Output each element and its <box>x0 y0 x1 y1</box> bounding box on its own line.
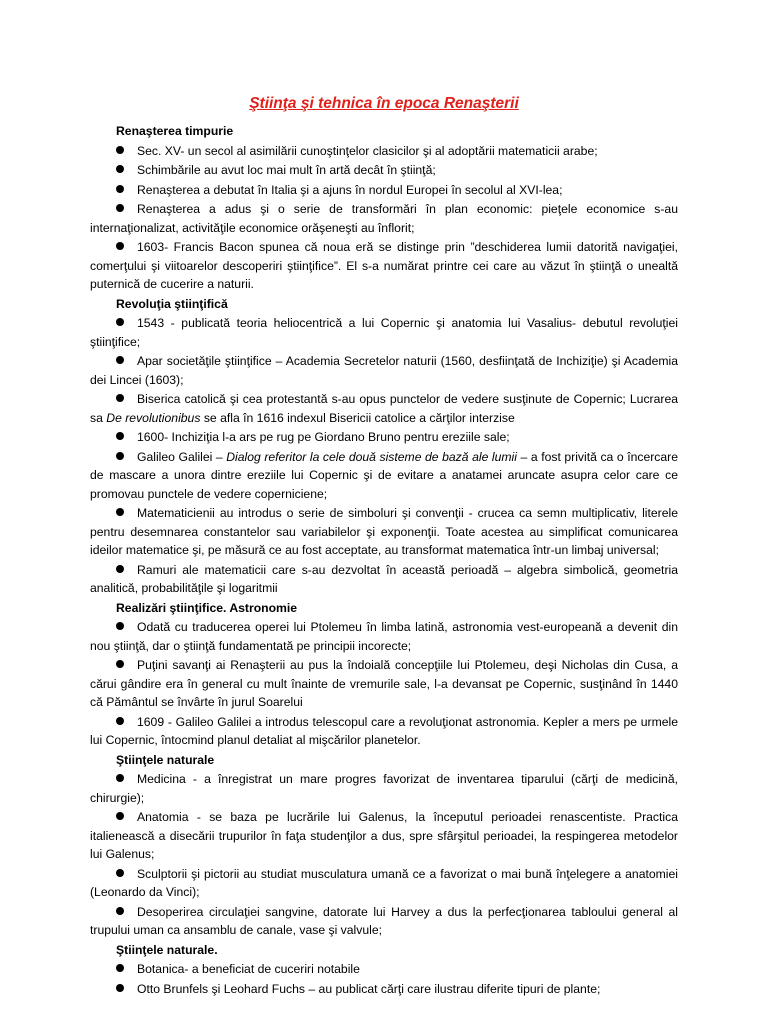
bullet-icon <box>116 165 124 173</box>
bullet-icon <box>116 812 124 820</box>
bullet-icon <box>116 432 124 440</box>
bullet-item <box>90 142 678 161</box>
bullet-item <box>90 808 678 864</box>
bullet-text: Biserica catolică şi cea protestantă s-au opus punctelor de vedere susţinute de Copernic; Lucrarea sa <box>90 392 678 425</box>
section-heading: Renaşterea timpurie <box>116 124 234 138</box>
bullet-icon <box>116 452 124 460</box>
bullet-text: 1609 - Galileo Galilei a introdus telescopul care a revoluţionat astronomia. Kepler a mers pe urmele lui Copernic, întocmind planul detaliat al mişcărilor planetelor. <box>90 714 678 747</box>
bullet-text: Schimbările au avut loc mai mult în artă decât în ştiinţă; <box>137 163 436 177</box>
bullet-text: Renaşterea a adus şi o serie de transformări în plan economic: pieţele economice s-au internaţionalizat, activităţile economice orăşeneşti au înflorit; <box>90 202 678 235</box>
bullet-text: Sec. XV- un secol al asimilării cunoştinţelor clasicilor şi al adoptării matematicii arabe; <box>137 143 598 158</box>
bullet-item <box>90 352 678 389</box>
bullet-icon <box>116 869 124 877</box>
bullet-icon <box>116 318 124 326</box>
bullet-text: Sculptorii şi pictorii au studiat musculatura umană ce a favorizat o mai bună înţelegere a anatomiei (Leonardo da Vinci); <box>90 866 678 899</box>
bullet-icon <box>116 984 124 992</box>
bullet-icon <box>116 774 124 782</box>
bullet-text: 1543 - publicată teoria heliocentrică a lui Copernic şi anatomia lui Vasalius- debutul revoluţiei ştiinţifice; <box>90 316 678 349</box>
bullet-icon <box>116 185 124 193</box>
book-title: Dialog referitor la cele două sisteme de bază ale lumii <box>226 449 517 464</box>
document-title: Ştiinţa şi tehnica în epoca Renaşterii <box>249 95 519 112</box>
bullet-icon <box>116 146 124 154</box>
section-heading: Ştiinţele naturale. <box>116 942 218 957</box>
bullet-icon <box>116 907 124 915</box>
bullet-item <box>90 238 678 294</box>
bullet-icon <box>116 242 124 250</box>
bullet-text: Medicina - a înregistrat un mare progres favorizat de inventarea tiparului (cărţi de medicină, chirurgie); <box>90 772 678 805</box>
book-title: De revolutionibus <box>106 410 201 425</box>
bullet-item <box>90 980 678 999</box>
section-heading: Ştiinţele naturale <box>116 752 215 767</box>
bullet-text: 1603- Francis Bacon spunea că noua eră se distinge prin ”deschiderea lumii datorită navigaţiei, comerţului şi viitoarelor descoperiri ştiinţifice”. El s-a numărat printre cei care au văzut în ştiinţă o unealtă puternică de cucerire a naturii. <box>90 240 678 291</box>
bullet-text: Apar societăţile ştiinţifice – Academia Secretelor naturii (1560, desfiinţată de Inchiziţie) şi Academia dei Lincei (1603); <box>90 354 678 387</box>
bullet-item <box>90 390 678 427</box>
bullet-item <box>90 656 678 712</box>
bullet-text: 1600- Inchiziţia l-a ars pe rug pe Giordano Bruno pentru ereziile sale; <box>137 430 510 444</box>
bullet-text: Galileo Galilei – <box>137 449 227 464</box>
bullet-item <box>90 618 678 655</box>
bullet-item <box>90 561 678 598</box>
bullet-text: Renaşterea a debutat în Italia şi a ajuns în nordul Europei în secolul al XVI-lea; <box>137 182 563 197</box>
bullet-item <box>90 428 678 447</box>
bullet-icon <box>116 508 124 516</box>
bullet-text: Anatomia - se baza pe lucrările lui Galenus, la începutul perioadei renascentiste. Practica italienească a disecării trupurilor în faţa studenţilor a dus, spre sfârşitul perioadei, la respingerea metodelor lui Galenus; <box>90 810 678 861</box>
bullet-item <box>90 200 678 237</box>
bullet-icon <box>116 356 124 364</box>
bullet-icon <box>116 660 124 668</box>
bullet-item <box>90 314 678 351</box>
bullet-text: se afla în 1616 indexul Bisericii catolice a cărţilor interzise <box>200 410 515 425</box>
bullet-text: Odată cu traducerea operei lui Ptolemeu în limba latină, astronomia vest-europeană a devenit din nou ştiinţă, dar o ştiinţă fundamentată pe principii incorecte; <box>90 620 678 653</box>
bullet-item <box>90 770 678 807</box>
bullet-text: Ramuri ale matematicii care s-au dezvoltat în această perioadă – algebra simbolică, geometria analitică, probabilităţile şi logaritmii <box>90 562 678 595</box>
bullet-item <box>90 181 678 200</box>
bullet-item <box>90 504 678 560</box>
bullet-text: Desoperirea circulaţiei sangvine, datorate lui Harvey a dus la perfecţionarea tabloului general al trupului uman ca ansamblu de canale, vase şi valvule; <box>90 904 678 937</box>
bullet-item <box>90 448 678 504</box>
bullet-icon <box>116 622 124 630</box>
bullet-item <box>90 161 678 180</box>
section-heading: Revoluţia ştiinţifică <box>116 296 228 311</box>
bullet-text: – a fost privită ca o încercare de mascare a unora dintre ereziile lui Copernic şi de evitare a anatamei aruncate asupra celor care ce promovau punctele de vedere coperniciene; <box>90 449 678 501</box>
bullet-item <box>90 960 678 979</box>
bullet-item <box>90 713 678 750</box>
bullet-item <box>90 865 678 902</box>
section-heading: Realizări ştiinţifice. Astronomie <box>116 600 298 615</box>
bullet-icon <box>116 204 124 212</box>
bullet-text: Puţini savanţi ai Renaşterii au pus la îndoială concepţiile lui Ptolemeu, deşi Nicholas din Cusa, a cărui gândire era în general cu mult înainte de vremurile sale, l-a devansat pe Copernic, susţinând în 1440 că Pământul se învârte în jurul Soarelui <box>90 658 678 709</box>
bullet-icon <box>116 717 124 725</box>
bullet-icon <box>116 964 124 972</box>
bullet-text: Otto Brunfels şi Leohard Fuchs – au publicat cărţi care ilustrau diferite tipuri de plante; <box>137 981 601 996</box>
bullet-text: Botanica- a beneficiat de cuceriri notabile <box>137 962 360 976</box>
bullet-text: Matematicienii au introdus o serie de simboluri şi convenţii - crucea ca semn multiplicativ, literele pentru desemnarea constantelor sau variabilelor şi exponenţii. Toate acestea au simplificat comunicarea ideilor matematice şi, pe măsură ce au fost acceptate, au transformat matematica într-un limbaj universal; <box>90 506 678 557</box>
bullet-icon <box>116 565 124 573</box>
bullet-icon <box>116 394 124 402</box>
bullet-item <box>90 903 678 940</box>
